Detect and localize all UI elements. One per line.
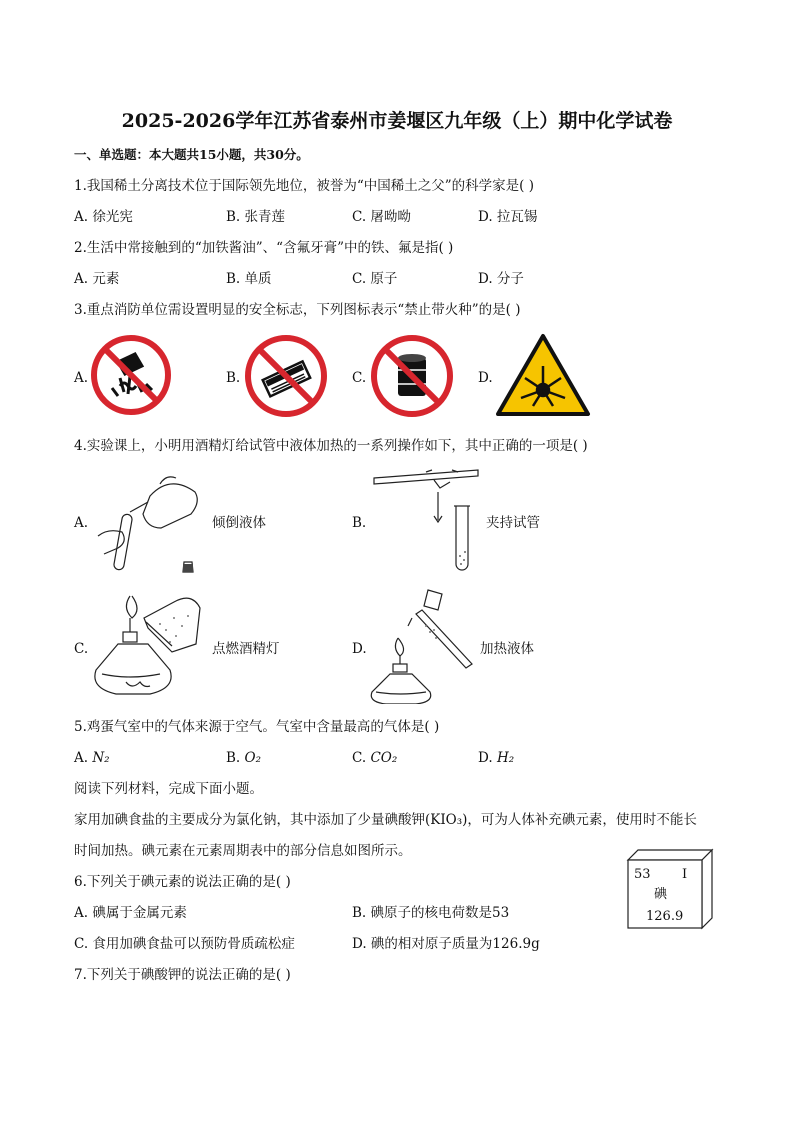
q6-option-a[interactable]: A. 碘属于金属元素: [74, 905, 187, 921]
page-title: 2025-2026学年江苏省泰州市姜堰区九年级（上）期中化学试卷: [121, 110, 673, 132]
atomic-mass: 126.9: [646, 909, 684, 924]
q4-caption-a: 倾倒液体: [212, 515, 266, 531]
element-symbol: I: [682, 867, 688, 882]
q4-caption-d: 加热液体: [480, 641, 534, 657]
q3-stem: 3.重点消防单位需设置明显的安全标志，下列图标表示“禁止带火种”的是( ): [74, 302, 521, 318]
q4-caption-b: 夹持试管: [486, 515, 540, 531]
q5-option-c[interactable]: [352, 749, 397, 767]
q6-option-d[interactable]: D. 碘的相对原子质量为126.9g: [352, 936, 540, 952]
reading-intro: 阅读下列材料，完成下面小题。: [74, 781, 263, 797]
section-header: 一、单选题：本大题共15小题，共30分。: [74, 147, 309, 162]
q5-stem: 5.鸡蛋气室中的气体来源于空气。气室中含量最高的气体是( ): [74, 719, 440, 735]
q2-option-c[interactable]: C. 原子: [352, 271, 398, 287]
no-fireworks-sign-icon[interactable]: [90, 334, 172, 416]
explosive-warning-sign-icon[interactable]: [495, 332, 591, 418]
q5-formula-d: H₂: [496, 750, 515, 766]
q3-label-c[interactable]: C.: [352, 370, 367, 386]
q5-option-d-letter: D.: [478, 750, 497, 766]
q5-option-a[interactable]: [74, 749, 110, 767]
q4-stem: 4.实验课上，小明用酒精灯给试管中液体加热的一系列操作如下，其中正确的一项是( ): [74, 438, 588, 454]
q2-stem: 2.生活中常接触到的“加铁酱油”、“含氟牙膏”中的铁、氟是指( ): [74, 240, 454, 256]
iodine-element-card: [624, 846, 716, 930]
q4-label-d[interactable]: D.: [352, 641, 367, 657]
element-name: 碘: [654, 887, 668, 902]
q5-option-d[interactable]: [478, 749, 514, 767]
q5-formula-c: CO₂: [370, 750, 398, 766]
heating-liquid-illustration-icon: [368, 586, 480, 704]
q6-option-b[interactable]: B. 碘原子的核电荷数是53: [352, 905, 510, 921]
atomic-number: 53: [634, 867, 651, 882]
no-flammable-barrel-sign-icon[interactable]: [370, 334, 454, 418]
q1-option-c[interactable]: C. 屠呦呦: [352, 209, 411, 225]
q5-formula-a: N₂: [92, 750, 110, 766]
q1-option-b[interactable]: B. 张青莲: [226, 209, 286, 225]
q6-option-c[interactable]: C. 食用加碘食盐可以预防骨质疏松症: [74, 936, 295, 952]
material-line-1: 家用加碘食盐的主要成分为氯化钠，其中添加了少量碘酸钾(KIO₃)，可为人体补充碘元素，使用时不能长: [74, 812, 697, 828]
q5-option-a-letter: A.: [74, 750, 93, 766]
q2-option-a[interactable]: A. 元素: [74, 271, 120, 287]
q3-label-b[interactable]: B.: [226, 370, 241, 386]
q5-option-b-letter: B.: [226, 750, 245, 766]
test-tube-holder-illustration-icon: [370, 466, 482, 578]
q5-option-c-letter: C.: [352, 750, 371, 766]
q1-option-a[interactable]: A. 徐光宪: [74, 209, 133, 225]
lighting-alcohol-lamp-illustration-icon: [90, 588, 208, 704]
q7-stem: 7.下列关于碘酸钾的说法正确的是( ): [74, 967, 291, 983]
pouring-liquid-illustration-icon: [90, 466, 208, 578]
q4-label-b[interactable]: B.: [352, 515, 367, 531]
q2-option-d[interactable]: D. 分子: [478, 271, 524, 287]
q3-label-d[interactable]: D.: [478, 370, 493, 386]
no-matches-sign-icon[interactable]: [244, 334, 328, 418]
q5-option-b[interactable]: [226, 749, 261, 767]
q3-label-a[interactable]: A.: [74, 370, 89, 386]
q6-stem: 6.下列关于碘元素的说法正确的是( ): [74, 874, 291, 890]
q4-label-a[interactable]: A.: [74, 515, 89, 531]
q4-caption-c: 点燃酒精灯: [212, 641, 280, 657]
q4-label-c[interactable]: C.: [74, 641, 89, 657]
q1-option-d[interactable]: D. 拉瓦锡: [478, 209, 538, 225]
q1-stem: 1.我国稀土分离技术位于国际领先地位，被誉为“中国稀土之父”的科学家是( ): [74, 178, 535, 194]
q2-option-b[interactable]: B. 单质: [226, 271, 272, 287]
q5-formula-b: O₂: [244, 750, 261, 766]
material-line-2: 时间加热。碘元素在元素周期表中的部分信息如图所示。: [74, 843, 412, 859]
